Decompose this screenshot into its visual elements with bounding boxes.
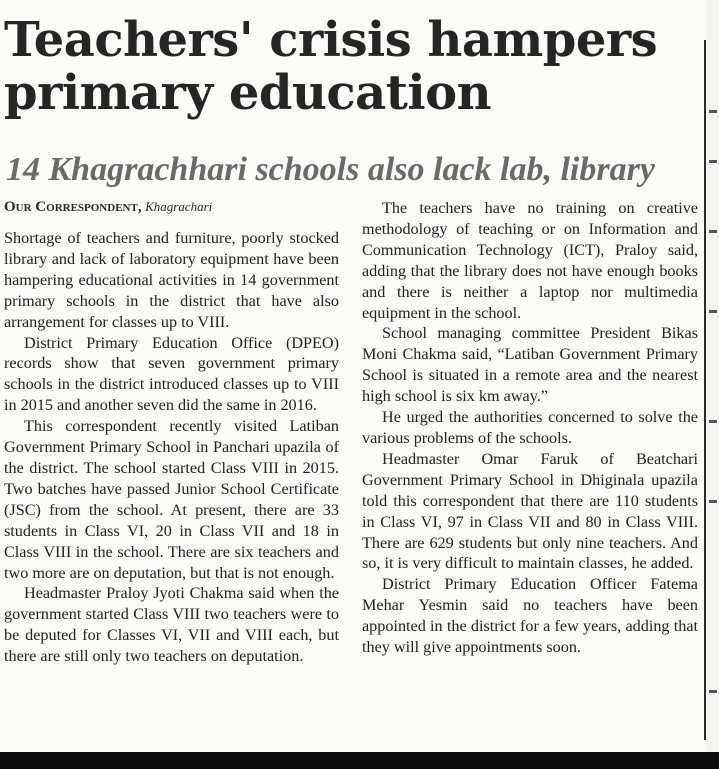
article-paragraph: Shortage of teachers and furniture, poorly stocked library and lack of laboratory equipment have been hampering educational activities in 14 government primary schools in the district that have also arrangement for classes up to VIII. (4, 229, 339, 331)
article-paragraph: District Primary Education Office (DPEO) records show that seven government primary schools in the district introduced classes up to VIII in 2015 and another seven did the same in 2016. (4, 333, 339, 415)
article-paragraph: The teachers have no training on creative methodology of teaching or on Information and Communication Technology (ICT), Praloy said, adding that the library does not have enough books and there is neither a laptop nor multimedia equipment in the school. (362, 199, 698, 322)
article-paragraph: Headmaster Praloy Jyoti Chakma said when the government started Class VIII two teachers were to be deputed for Classes VI, VII and VIII each, but there are still only two teachers on deputation. (4, 584, 339, 666)
adjacent-text-fragment (709, 500, 717, 503)
article-paragraph: He urged the authorities concerned to solve the various problems of the schools. (362, 408, 698, 447)
subheadline: 14 Khagrachhari schools also lack lab, library (6, 151, 655, 188)
article-column-right (362, 198, 698, 658)
adjacent-text-fragment (709, 420, 717, 423)
adjacent-text-fragment (709, 110, 717, 113)
scan-edge-band (0, 752, 719, 769)
article-paragraph: School managing committee President Bikas Moni Chakma said, “Latiban Government Primary School is situated in a remote area and the nearest high school is six km away.” (362, 324, 698, 406)
byline (4, 199, 212, 216)
article-paragraph: This correspondent recently visited Latiban Government Primary School in Panchari upazila of the district. The school started Class VIII in 2015. Two batches have passed Junior School Certificate (JSC) from the school. At present, there are 33 students in Class VI, 20 in Class VII and 18 in Class VIII in the school. There are six teachers and two more are on deputation, but that is not enough. (4, 417, 339, 582)
adjacent-text-fragment (709, 160, 717, 163)
headline: Teachers' crisis hampers primary education (4, 12, 658, 121)
column-rule (704, 40, 706, 740)
article-column-left (4, 228, 339, 667)
article-paragraph: District Primary Education Officer Fatema Mehar Yesmin said no teachers have been appointed in the district for a few years, adding that they will give appointments soon. (362, 575, 698, 657)
adjacent-column-edge (706, 0, 719, 769)
adjacent-text-fragment (709, 690, 717, 693)
byline-location: Khagrachari (145, 199, 213, 214)
byline-author: Our Correspondent, (4, 199, 142, 215)
adjacent-text-fragment (709, 230, 717, 233)
article-paragraph: Headmaster Omar Faruk of Beatchari Government Primary School in Dhiginala upazila told this correspondent that there are 110 students in Class VI, 97 in Class VII and 80 in Class VIII. There are 629 students but only nine teachers. And so, it is very difficult to maintain classes, he added. (362, 449, 698, 573)
adjacent-text-fragment (709, 310, 717, 313)
